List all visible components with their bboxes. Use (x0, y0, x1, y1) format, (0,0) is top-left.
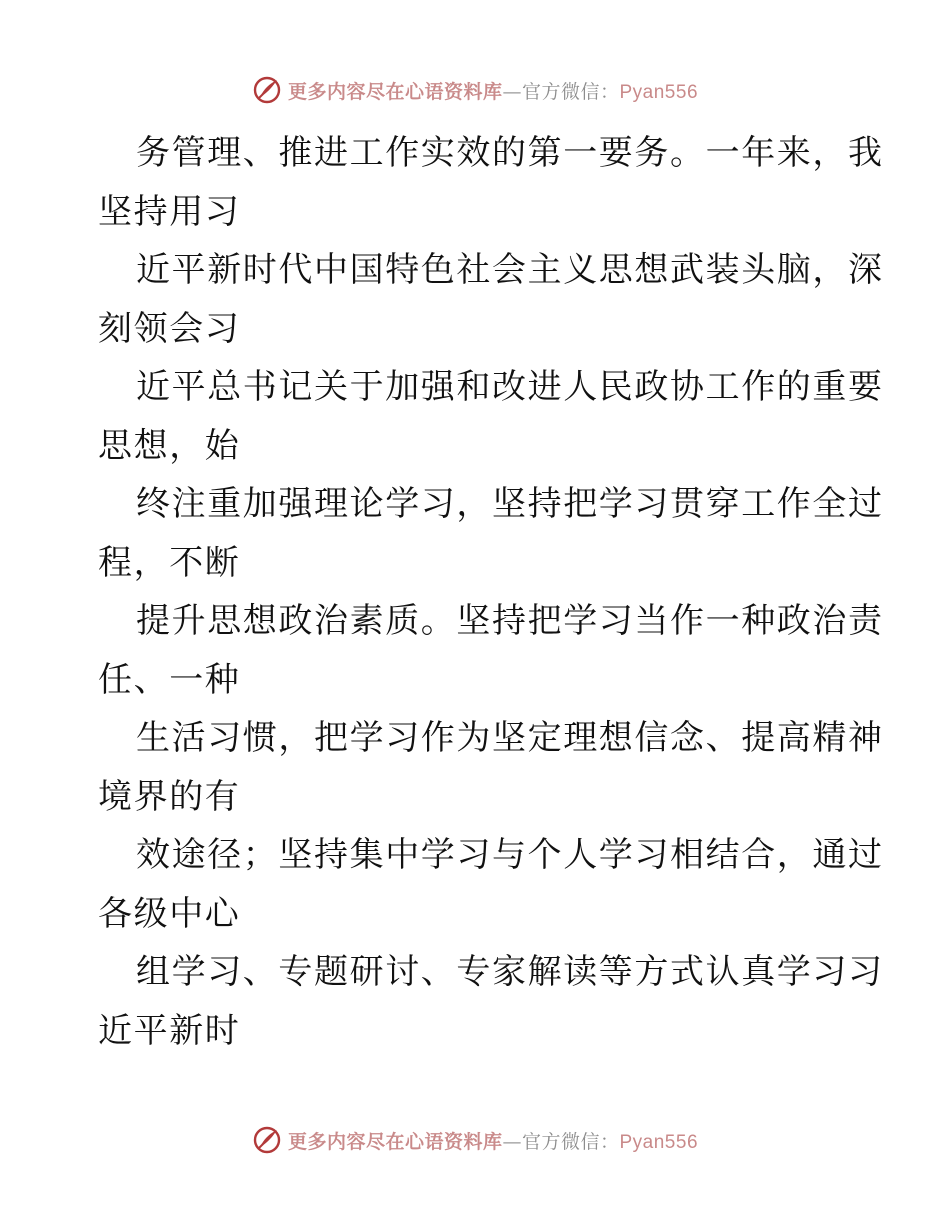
body-line: 终注重加强理论学习，坚持把学习贯穿工作全过 (136, 484, 884, 524)
document-body (98, 124, 884, 1060)
body-line: 组学习、专题研讨、专家解读等方式认真学习习 (136, 952, 884, 992)
watermark-main: 更多内容尽在心语资料库 (287, 1130, 503, 1153)
body-line: 刻领会习 (98, 308, 241, 349)
body-line: 思想，始 (98, 425, 241, 466)
body-line: 任、一种 (98, 659, 241, 700)
body-line: 务管理、推进工作实效的第一要务。一年来，我 (136, 133, 884, 173)
watermark-sub: 官方微信： (521, 80, 620, 103)
watermark-text (288, 1127, 698, 1154)
body-line: 近平总书记关于加强和改进人民政协工作的重要 (136, 367, 884, 407)
watermark-text (288, 77, 698, 104)
body-line: 近平新时代中国特色社会主义思想武装头脑，深 (136, 250, 884, 290)
watermark-id: Pyan556 (619, 1131, 699, 1153)
watermark-main: 更多内容尽在心语资料库 (287, 80, 503, 103)
body-line: 近平新时 (98, 1010, 241, 1051)
header-watermark (0, 72, 950, 108)
body-line: 程，不断 (98, 542, 241, 583)
watermark-dash: — (502, 80, 522, 103)
body-line: 生活习惯，把学习作为坚定理想信念、提高精神 (136, 718, 884, 758)
watermark-id: Pyan556 (619, 81, 699, 103)
watermark-dash: — (502, 1130, 522, 1153)
body-line: 效途径；坚持集中学习与个人学习相结合，通过 (136, 835, 884, 875)
quill-pen-logo-icon (252, 75, 282, 105)
body-line: 提升思想政治素质。坚持把学习当作一种政治责 (136, 601, 884, 641)
body-line: 坚持用习 (98, 191, 241, 232)
watermark-sub: 官方微信： (521, 1130, 620, 1153)
body-line: 各级中心 (98, 893, 241, 934)
footer-watermark (0, 1122, 950, 1158)
body-line: 境界的有 (98, 776, 241, 817)
quill-pen-logo-icon (252, 1125, 282, 1155)
